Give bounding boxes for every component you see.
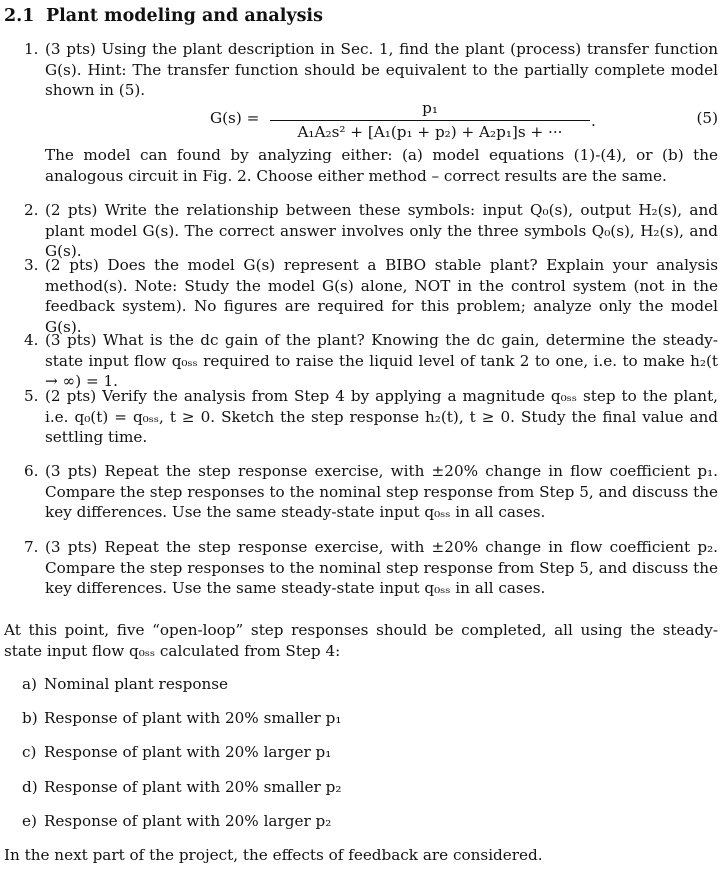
item-number: 3. [24, 256, 39, 274]
transfer-function-fraction [270, 98, 590, 142]
question-item-4 [24, 330, 718, 392]
response-label: b) [22, 709, 38, 727]
response-item-c [22, 742, 331, 763]
equation-5 [45, 98, 718, 140]
response-text: Response of plant with 20% larger p₁ [44, 743, 332, 761]
response-text: Nominal plant response [44, 675, 229, 693]
question-item-6 [24, 461, 718, 523]
section-number: 2.1 [4, 6, 35, 26]
equation-denominator: A₁A₂s² + [A₁(p₁ + p₂) + A₂p₁]s + ··· [297, 122, 563, 141]
response-item-e [22, 811, 331, 832]
response-label: c) [22, 743, 37, 761]
response-label: a) [22, 675, 37, 693]
equation-numerator: p₁ [270, 98, 590, 121]
question-item-7 [24, 537, 718, 599]
item-text: (3 pts) What is the dc gain of the plant? Knowing the dc gain, determine the steady-state input flow q₀ₛₛ required to raise the liquid level of tank 2 to one, i.e. to make h₂(t → ∞) = 1. [45, 331, 718, 390]
item-text: (2 pts) Verify the analysis from Step 4 by applying a magnitude q₀ₛₛ step to the plant, i.e. q₀(t) = q₀ₛₛ, t ≥ 0. Sketch the step response h₂(t), t ≥ 0. Study the final value and settling time. [45, 387, 718, 446]
equation-tag: (5) [696, 109, 718, 127]
item-text: (3 pts) Repeat the step response exercise, with ±20% change in flow coefficient p₁. Compare the step responses to the nominal step response from Step 5, and discuss the key differences. Use the same steady-state input q₀ₛₛ in all cases. [45, 462, 718, 521]
question-item-1 [24, 39, 718, 101]
summary-paragraph: At this point, five “open-loop” step responses should be completed, all using the steady-state input flow q₀ₛₛ calculated from Step 4: [4, 621, 718, 660]
response-text: Response of plant with 20% smaller p₂ [44, 778, 342, 796]
response-item-a [22, 674, 228, 695]
section-heading [4, 6, 323, 27]
response-label: d) [22, 778, 38, 796]
item-number: 7. [24, 538, 39, 556]
question-item-3 [24, 255, 718, 337]
item-number: 2. [24, 201, 39, 219]
equation-lhs: G(s) = [210, 109, 260, 127]
item-number: 5. [24, 387, 39, 405]
closing-paragraph: In the next part of the project, the effects of feedback are considered. [4, 846, 543, 864]
response-item-b [22, 708, 341, 729]
item-text: (2 pts) Write the relationship between these symbols: input Q₀(s), output H₂(s), and plant model G(s). The correct answer involves only the three symbols Q₀(s), H₂(s), and G(s). [45, 201, 718, 260]
item-number: 1. [24, 40, 39, 58]
item-text: (2 pts) Does the model G(s) represent a BIBO stable plant? Explain your analysis method(s). Note: Study the model G(s) alone, NOT in the control system (not in the feedback system). No figures are required for this problem; analyze only the model G(s). [45, 256, 718, 336]
question-item-5 [24, 386, 718, 448]
item-number: 4. [24, 331, 39, 349]
item-number: 6. [24, 462, 39, 480]
item-followup-text: The model can found by analyzing either: (a) model equations (1)-(4), or (b) the analogous circuit in Fig. 2. Choose either method – correct results are the same. [45, 146, 718, 185]
section-title: Plant modeling and analysis [46, 6, 323, 26]
item-text: (3 pts) Repeat the step response exercise, with ±20% change in flow coefficient p₂. Compare the step responses to the nominal step response from Step 5, and discuss the key differences. Use the same steady-state input q₀ₛₛ in all cases. [45, 538, 718, 597]
response-text: Response of plant with 20% larger p₂ [44, 812, 332, 830]
question-item-2 [24, 200, 718, 262]
response-item-d [22, 777, 341, 798]
item-text: (3 pts) Using the plant description in Sec. 1, find the plant (process) transfer function G(s). Hint: The transfer function should be equivalent to the partially complete model shown in (5). [45, 40, 718, 99]
response-label: e) [22, 812, 37, 830]
equation-period: . [591, 112, 596, 130]
question-item-1-followup [24, 145, 718, 186]
response-text: Response of plant with 20% smaller p₁ [44, 709, 342, 727]
